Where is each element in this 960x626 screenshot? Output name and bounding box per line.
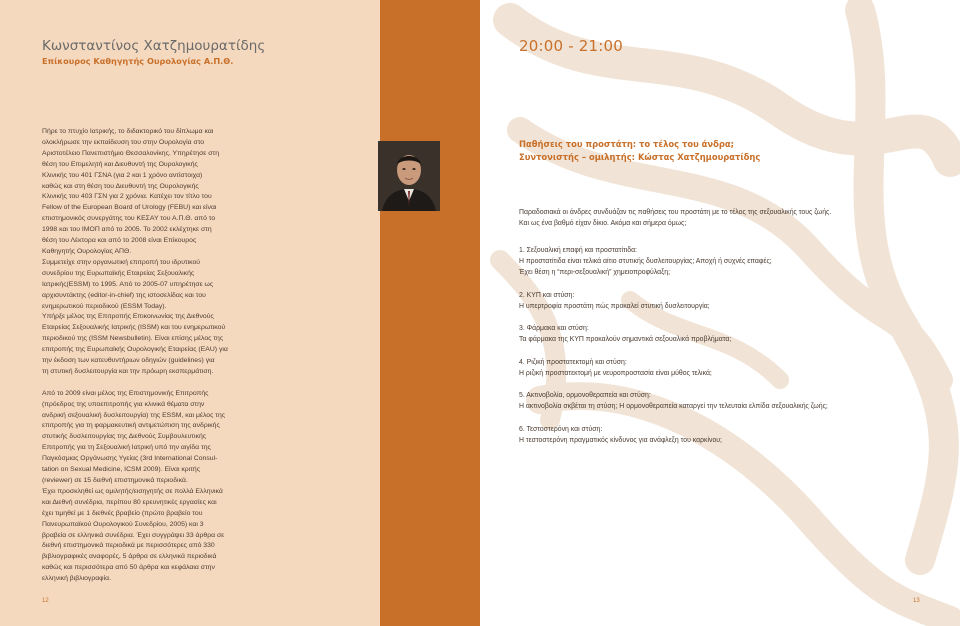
bio-line: ολοκλήρωσε την εκπαίδευση του στην Ουρολογία στο — [42, 138, 205, 146]
bio-line: ανδρική σεξουαλική δυσλειτουργία) της ESSM, και μέλος της — [42, 411, 226, 419]
speaker-title: Επίκουρος Καθηγητής Ουρολογίας Α.Π.Θ. — [42, 56, 234, 66]
speaker-photo — [378, 141, 440, 211]
bio-line: Από το 2009 είναι μέλος της Επιστημονικής Επιτροπής — [42, 389, 209, 397]
topic-line: Η υπερτροφία προστάτη πώς προκαλεί στυτική δυσλειτουργία; — [519, 302, 710, 310]
bio-line: επιτροπής της Ευρωπαϊκής Ουρολογικής Εταιρείας (EAU) για — [42, 346, 228, 354]
topic-heading: 4. Ριζική προστατεκτομή και στύση: — [519, 358, 627, 366]
page-number-left: 12 — [42, 598, 49, 604]
topic-heading: 3. Φάρμακα και στύση: — [519, 325, 589, 332]
bio-line: Πανευρωπαϊκού Ουρολογικού Συνεδρίου, 2005) και 3 — [42, 520, 204, 528]
topic-heading: 2. ΚΥΠ και στύση: — [519, 291, 575, 299]
bio-line: επιτροπής για τη φαρμακευτική αντιμετώπιση της ανδρικής — [42, 422, 220, 430]
bio-line: Ιατρικής(ESSM) το 1995. Από το 2005-07 υπηρέτησε ως — [42, 280, 214, 288]
bio-line: περιοδικού της (ISSM Newsbulletin). Είναι επίσης μέλος της — [42, 335, 224, 343]
bio-line: Υπήρξε μέλος της Επιτροπής Επικοινωνίας της Διεθνούς — [42, 313, 214, 321]
bio-line: Πήρε το πτυχίο Ιατρικής, το διδακτορικό του δίπλωμα και — [42, 128, 214, 135]
bio-line: Καθηγητής Ουρολογίας ΑΠΘ. — [42, 247, 132, 255]
bio-line: βραβεία σε ελληνικά συνέδρια. Έχει συγγράψει 33 άρθρα σε — [42, 531, 225, 539]
session-topics — [519, 245, 939, 457]
bio-line: συνεδρίου της Ευρωπαϊκής Εταιρείας Σεξουαλικής — [42, 269, 195, 277]
topic-item — [519, 357, 939, 379]
bio-line: (πρόεδρος της υποεπιτροπής για κλινικά θέματα στην — [42, 400, 205, 408]
bio-line: την έκδοση των κατευθυντήριων οδηγιών (guidelines) για — [42, 357, 215, 365]
bio-line: Fellow of the European Board of Urology (FEBU) και είναι — [42, 204, 217, 212]
orange-strip — [380, 0, 480, 626]
topic-item — [519, 424, 939, 446]
speaker-name: Κωνσταντίνος Χατζημουρατίδης — [42, 38, 266, 54]
bio-line: στυτικής δυσλειτουργίας της Διεθνούς Συμβουλευτικής — [42, 433, 207, 441]
bio-line: Αριστοτέλειο Πανεπιστήμιο Θεσσαλονίκης. Υπηρέτησε στη — [42, 149, 219, 157]
topic-line: Η προστατίτιδα είναι τελικά αίτιο στυτικής δυσλειτουργίας; Αποχή ή συχνές επαφές; — [519, 258, 772, 265]
bio-paragraph-1 — [42, 127, 382, 378]
bio-line: ελληνική βιβλιογραφία. — [42, 575, 112, 583]
topic-item — [519, 323, 939, 345]
bio-line: τη στυτική δυσλειτουργία και την πρόωρη εκσπερμάτιση. — [42, 367, 214, 375]
bio-line: Επιτροπής για τη Σεξουαλική Ιατρική υπό την αιγίδα της — [42, 444, 211, 452]
topic-item — [519, 245, 939, 278]
topic-item — [519, 390, 939, 412]
page-number-right: 13 — [913, 598, 920, 604]
bio-line: θέση του Επιμελητή και Διευθυντή της Ουρολογικής — [42, 160, 198, 168]
topic-heading: 6. Τεστοστερόνη και στύση: — [519, 425, 603, 433]
bio-line: καθώς και περισσότερα από 50 άρθρα και κεφάλαια στην — [42, 564, 215, 572]
bio-line: Συμμετείχε στην οργανωτική επιτροπή του ιδρυτικού — [42, 258, 201, 266]
session-time: 20:00 - 21:00 — [519, 37, 624, 55]
session-coordinator: Συντονιστής – ομιλητής: Κώστας Χατζημουρατίδης — [519, 152, 761, 162]
bio-line: καθώς και στη θέση του Διευθυντή της Ουρολογικής — [42, 182, 199, 190]
bio-line: Κλινικής του 403 ΓΣΝ για 2 χρόνια. Κατέχει τον τίτλο του — [42, 193, 212, 201]
topic-line: Η τεστοστερόνη πραγματικός κίνδυνος για ανάφλεξη του καρκίνου; — [519, 436, 722, 444]
bio-line: Παγκόσμιας Οργάνωσης Υγείας (3rd International Consul- — [42, 455, 218, 463]
topic-line: Τα φάρμακα της ΚΥΠ προκαλούν σημαντικά σεξουαλικά προβλήματα; — [519, 336, 732, 343]
bio-line: Έχει προσκληθεί ως ομιλητής/εισηγητής σε πολλά Ελληνικά — [42, 487, 223, 495]
bio-line: βιβλιογραφικές αναφορές, 5 άρθρα σε ελληνικά περιοδικά — [42, 553, 217, 561]
topic-line: Η ακτινοβολία σκβέται τη στύση; Η ορμονοθεραπεία καταργεί την τελευταία ελπίδα σεξουαλικής ζωής; — [519, 403, 828, 410]
bio-line: θέση του Λέκτορα και από το 2008 είναι Επίκουρος — [42, 237, 197, 245]
session-intro — [519, 207, 831, 229]
bio-line: Εταιρείας Σεξουαλικής Ιατρικής (ISSM) και του ενημερωτικού — [42, 324, 226, 332]
topic-item — [519, 290, 939, 312]
speaker-bio — [42, 127, 382, 596]
bio-paragraph-2 — [42, 389, 382, 585]
bio-line: ενημερωτικού περιοδικού (ESSM Today). — [42, 302, 167, 310]
intro-line: Παραδοσιακά οι άνδρες συνδυάζαν τις παθήσεις του προστάτη με το τέλος της σεξουαλικής τους ζωής. — [519, 209, 832, 216]
bio-line: (reviewer) σε 15 διεθνή επιστημονικά περιοδικά. — [42, 476, 188, 484]
intro-line: Και ως ένα βαθμό είχαν δίκιο. Ακόμα και σήμερα όμως; — [519, 220, 687, 227]
bio-line: αρχισυντάκτης (editor-in-chief) της ιστοσελίδας και του — [42, 291, 206, 299]
bio-line: επιστημονικός συνεργάτης του ΚΕΣΑΥ του Α.Π.Θ. από το — [42, 215, 216, 223]
topic-heading: 5. Ακτινοβολία, ορμονοθεραπεία και στύση: — [519, 392, 651, 399]
bio-line: tation on Sexual Medicine, ICSM 2009). Είναι κριτής — [42, 466, 201, 474]
bio-line: 1998 και του ΙΜΟΠ από το 2005. Το 2002 εκλέχτηκε στη — [42, 226, 212, 234]
bio-line: και Διεθνή συνέδρια, περίπου 80 ερευνητικές εργασίες και — [42, 498, 217, 506]
bio-line: έχει τιμηθεί με 1 διεθνές βραβείο (πρώτο βραβείο του — [42, 509, 203, 517]
portrait-icon — [378, 141, 440, 211]
topic-line: Έχει θέση η “περι-σεξουαλική” χημειοπροφύλαξη; — [519, 269, 670, 276]
session-title: Παθήσεις του προστάτη: το τέλος του άνδρα; — [519, 139, 734, 149]
topic-heading: 1. Σεξουαλική επαφή και προστατίτιδα: — [519, 247, 637, 254]
bio-line: διεθνή επιστημονικά περιοδικά με περισσότερες από 330 — [42, 542, 215, 550]
bio-line: Κλινικής του 401 ΓΣΝΑ (για 2 και 1 χρόνο αντίστοιχα) — [42, 171, 203, 179]
topic-line: Η ριζική προστατεκτομή με νευροπροστασία είναι μύθος τελικά; — [519, 369, 712, 377]
